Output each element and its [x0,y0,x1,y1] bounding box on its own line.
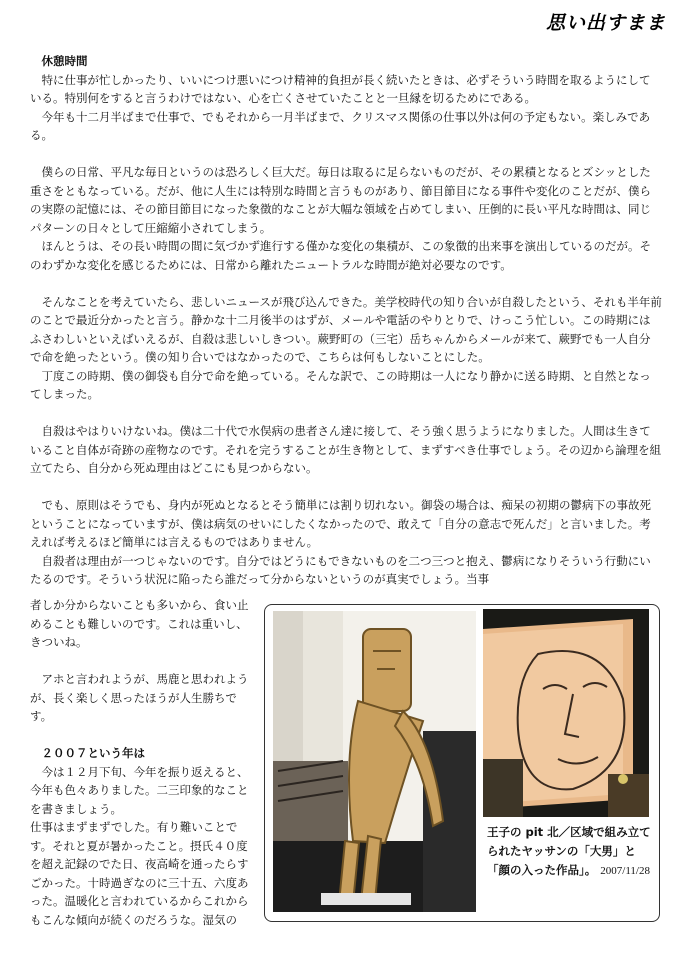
paragraph: そんなことを考えていたら、悲しいニュースが飛び込んできた。美学校時代の知り合いが自殺したという、それも半年前のことで最近分かったと言う。静かな十二月後半のはずが、メールや電話のやりとりで、けっこう忙しい。この時期にはふさわしいといえばいえるが、自殺は悲しいしきつい。蕨野町の（三宅）岳ちゃんからメールが来て、蕨野でも一人自分で命を絶ったという。僕の知り合いではなかったので、こちらは何もしないことにした。 [30,294,662,364]
photo-face-artwork [483,609,649,817]
paragraph: 者しか分からないことも多いから、食い止めることも難しいのです。これは重いし、きついね。 [30,598,249,649]
paragraph: 丁度この時期、僕の御袋も自分で命を絶っている。そんな訳で、この時期は一人になり静かに送る時期、と自然となってしまった。 [30,368,651,401]
paragraph: 自殺はやはりいけないね。僕は二十代で水俣病の患者さん達に接して、そう強く思うようになりました。人間は生きていること自体が奇跡の産物なのです。それを完うすることが生き物として、まずすべき仕事でしょう。その辺から論理を組立てたら、自分から死ぬ理由はどこにも見つからない。 [30,424,662,475]
left-column [30,596,255,929]
paragraph: 僕らの日常、平凡な毎日というのは恐ろしく巨大だ。毎日は取るに足らないものだが、その累積となるとズシッとした重さをともなっている。だが、他に人生には特別な時間と言うものがあり、節目節目になる事件や変化のことだが、僕らの実際の記憶には、その節目節目になった象徴的なことが大幅な領域を占めてしまい、圧倒的に長い平凡な時間は、同じパターンの日々として圧縮縮小されてしまう。 [30,165,651,235]
paragraph: 特に仕事が忙しかったり、いいにつけ悪いにつけ精神的負担が長く続いたときは、必ずそういう時間を取るようにしている。特別何をすると言うわけではない、心を亡くさせていたことと一旦縁を切るためにである。 [30,72,651,105]
main-article [30,52,662,589]
paragraph: 今は１２月下旬、今年を振り返えると、今年も色々ありました。二三印象的なことを書きましょう。 [30,764,249,816]
photo-frame [264,604,660,922]
closing-paragraph: アホと言われようが、馬鹿と思われようが、長く楽しく思ったほうが人生勝ちです。 [30,672,249,723]
photo-caption [487,823,653,881]
page-title: 思い出すまま [545,12,666,34]
paragraph: 今年も十二月半ばまで仕事で、でもそれから一月半ばまで、クリスマス関係の仕事以外は何の予定もない。楽しみである。 [30,109,651,142]
section-heading-rest-time: 休憩時間 [41,54,88,68]
paragraph: でも、原則はそうでも、身内が死ぬとなるとそう簡単には割り切れない。御袋の場合は、痴呆の初期の鬱病下の事故死ということになっていますが、僕は病気のせいにしたくなかったので、敢えて「自分の意志で死んだ」と言いました。考えれば考えるほど簡単には言えるものではありません。 [30,498,651,549]
paragraph: 仕事はまずまずでした。有り難いことです。それと夏が暑かったこと。摂氏４０度を超え記録のでた日、夜高崎を通ったらすごかった。十時過ぎなのに三十五、六度あった。温暖化と言われているからこれからもこんな傾向が続くのだろうな。湿気の [30,820,249,927]
photo-cardboard-giant [273,611,476,912]
paragraph: ほんとうは、その長い時間の間に気づかず進行する僅かな変化の集積が、この象徴的出来事を演出しているのだが。そのわずかな変化を感じるためには、日常から離れたニュートラルな時間が絶対必要なのです。 [30,239,651,272]
caption-date: 2007/11/28 [600,865,650,877]
section-heading-2007: ２００７という年は [41,746,145,760]
caption-text: 王子の pit 北／区域で組み立てられたヤッサンの「大男」と「顔の入った作品」。 [487,825,651,877]
paragraph: 自殺者は理由が一つじゃないのです。自分ではどうにもできないものを二つ三つと抱え、鬱病になりそういう行動にいたるのです。そういう状況に陥ったら誰だって分からないというのが真実でしょう。当事 [30,553,651,586]
